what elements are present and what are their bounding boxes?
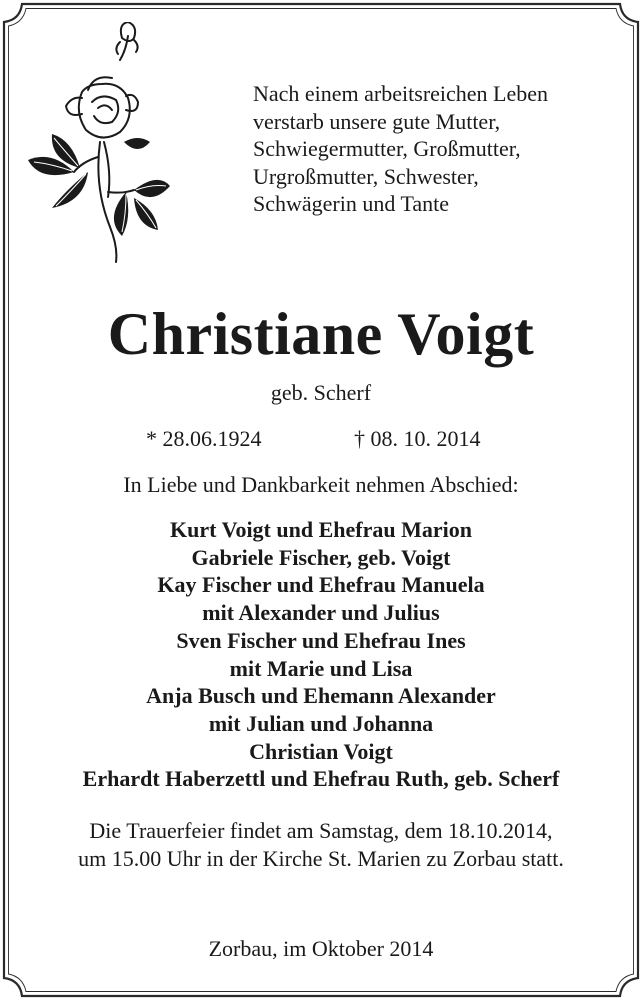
mourner-line: Anja Busch und Ehemann Alexander [146, 683, 496, 709]
intro-text [253, 80, 623, 218]
service-line: Die Trauerfeier findet am Samstag, dem 18.10.2014, [89, 818, 553, 843]
death-date: † 08. 10. 2014 [354, 426, 481, 451]
rose-icon [22, 22, 172, 264]
mourner-line: Erhardt Haberzettl und Ehefrau Ruth, geb. Scherf [82, 766, 560, 792]
maiden-name: geb. Scherf [270, 380, 372, 405]
mourner-line: mit Alexander und Julius [202, 600, 440, 626]
intro-line: Nach einem arbeitsreichen Leben [253, 81, 549, 106]
birth-date: * 28.06.1924 [146, 426, 262, 451]
mourner-line: Kay Fischer und Ehefrau Manuela [157, 572, 485, 598]
mourner-line: mit Julian und Johanna [208, 710, 434, 736]
funeral-service-info [0, 817, 642, 872]
deceased-name: Christiane Voigt [107, 301, 535, 367]
mourners-list [0, 516, 642, 793]
intro-line: Schwiegermutter, Großmutter, [253, 136, 521, 161]
mourner-line: Gabriele Fischer, geb. Voigt [191, 544, 451, 570]
farewell-line: In Liebe und Dankbarkeit nehmen Abschied: [123, 472, 519, 497]
service-line: um 15.00 Uhr in der Kirche St. Marien zu Zorbau statt. [78, 845, 564, 871]
mourner-line: Sven Fischer und Ehefrau Ines [176, 627, 466, 653]
mourner-line: mit Marie und Lisa [229, 655, 413, 681]
mourner-line: Christian Voigt [249, 738, 393, 764]
place-and-date: Zorbau, im Oktober 2014 [208, 936, 434, 961]
intro-line: Urgroßmutter, Schwester, [253, 163, 479, 189]
intro-line: verstarb unsere gute Mutter, [253, 108, 501, 134]
mourner-line: Kurt Voigt und Ehefrau Marion [170, 517, 472, 542]
intro-line: Schwägerin und Tante [253, 191, 450, 216]
